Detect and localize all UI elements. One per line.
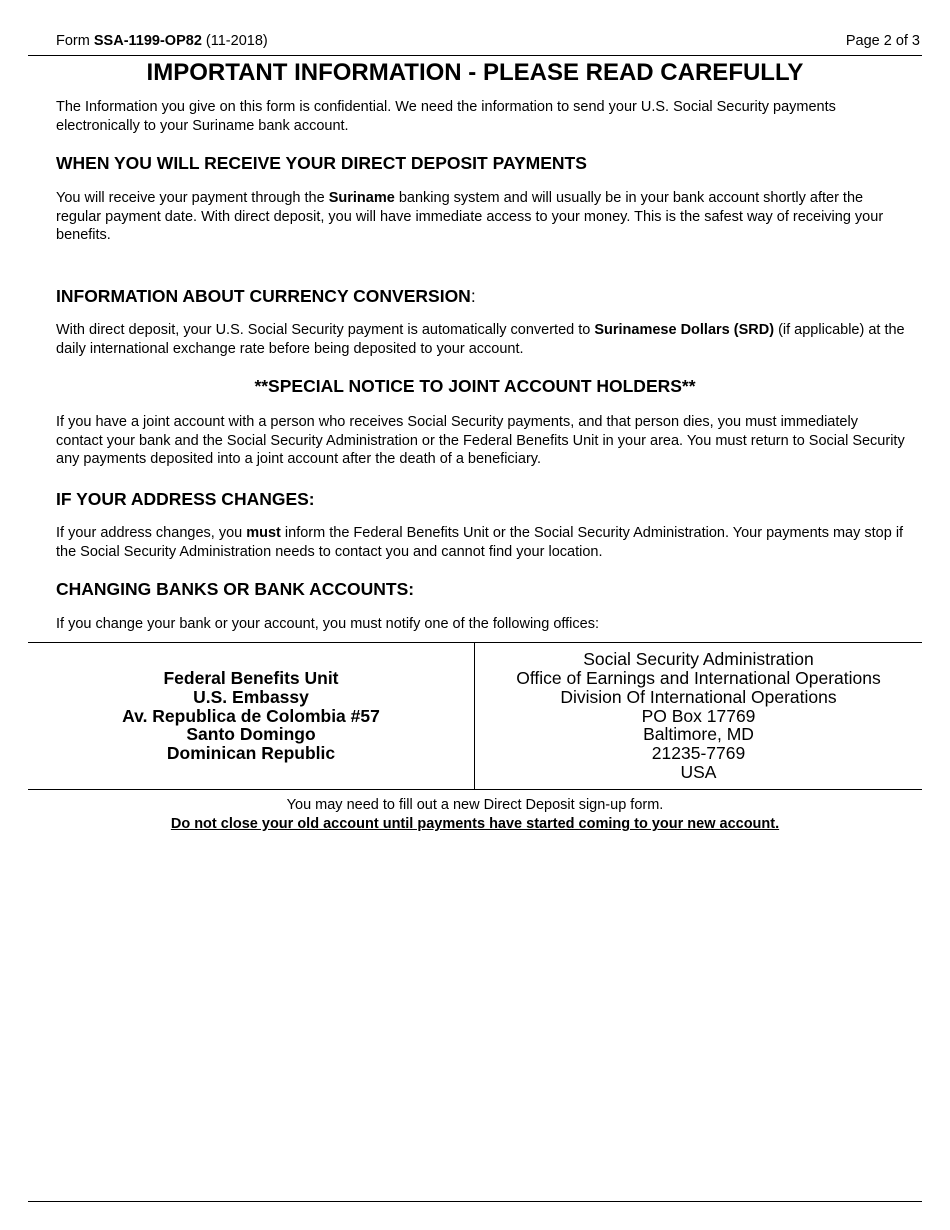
- page-bottom-rule: [28, 1201, 922, 1202]
- federal-benefits-unit-address: [28, 643, 474, 789]
- page-title: IMPORTANT INFORMATION - PLEASE READ CAREFULLY: [146, 59, 804, 86]
- address-bold-must: must: [246, 525, 281, 541]
- signup-form-note: You may need to fill out a new Direct Deposit sign-up form.: [286, 797, 664, 813]
- intro-paragraph: The Information you give on this form is confidential. We need the information to send your U.S. Social Security payments electronically to your Suriname bank account.: [56, 99, 836, 134]
- fbu-line: Santo Domingo: [186, 724, 316, 745]
- address-paragraph: [56, 524, 906, 561]
- currency-paragraph: [56, 321, 906, 358]
- fbu-line: U.S. Embassy: [193, 686, 309, 707]
- currency-text-end: (if applicable) at the daily international exchange rate before being deposited to your account.: [56, 322, 905, 357]
- joint-notice-paragraph: If you have a joint account with a person who receives Social Security payments, and that person dies, you must immediately contact your bank and the Social Security Administration or the Federal Benefits Unit in your area. You must return to Social Security any payments deposited into a joint account after the death of a beneficiary.: [56, 414, 905, 467]
- fbu-line: Dominican Republic: [166, 743, 336, 764]
- joint-notice-heading: **SPECIAL NOTICE TO JOINT ACCOUNT HOLDERS**: [254, 376, 696, 396]
- receive-heading: WHEN YOU WILL RECEIVE YOUR DIRECT DEPOSIT PAYMENTS: [56, 153, 587, 173]
- banks-paragraph: If you change your bank or your account, you must notify one of the following offices:: [56, 616, 599, 632]
- offices-table: [28, 643, 922, 789]
- address-heading: IF YOUR ADDRESS CHANGES:: [56, 489, 315, 509]
- receive-text-end: banking system and will usually be in your bank account shortly after the regular payment date. With direct deposit, you will have immediate access to your money. This is the safest way of receiving your benefits.: [56, 190, 884, 243]
- fbu-line: Av. Republica de Colombia #57: [122, 705, 380, 726]
- ssa-line: PO Box 17769: [641, 705, 756, 726]
- currency-heading-colon: :: [470, 286, 476, 306]
- form-prefix: Form: [56, 33, 90, 49]
- header-rule: [28, 55, 922, 56]
- currency-heading-text: INFORMATION ABOUT CURRENCY CONVERSION: [56, 286, 471, 306]
- fbu-line: Federal Benefits Unit: [163, 668, 339, 688]
- ssa-line: 21235-7769: [651, 743, 746, 764]
- receive-bold-country: Suriname: [328, 190, 395, 206]
- page-header: [56, 33, 920, 51]
- ssa-line: Social Security Administration: [583, 649, 814, 670]
- ssa-line: USA: [680, 761, 717, 782]
- address-text-end: inform the Federal Benefits Unit or the Social Security Administration. Your payments may stop if the Social Security Administration needs to contact you and cannot find your location.: [56, 525, 904, 560]
- currency-text-start: With direct deposit, your U.S. Social Security payment is automatically converted to: [56, 322, 595, 338]
- receive-paragraph: [56, 189, 906, 245]
- ssa-line: Division Of International Operations: [560, 686, 837, 707]
- ssa-address: [475, 643, 922, 789]
- address-text-start: If your address changes, you: [56, 525, 247, 541]
- currency-bold-srd: Surinamese Dollars (SRD): [594, 322, 775, 338]
- do-not-close-warning: Do not close your old account until payments have started coming to your new account.: [170, 816, 780, 832]
- form-number: SSA-1199-OP82: [93, 33, 202, 49]
- ssa-line: Baltimore, MD: [643, 724, 754, 745]
- form-id: [56, 33, 268, 49]
- ssa-line: Office of Earnings and International Operations: [516, 668, 881, 688]
- currency-heading: [56, 286, 476, 307]
- offices-bottom-rule: [28, 789, 922, 790]
- banks-heading: CHANGING BANKS OR BANK ACCOUNTS:: [56, 579, 415, 599]
- form-date: (11-2018): [205, 33, 268, 49]
- page-number: Page 2 of 3: [845, 33, 920, 49]
- receive-text-start: You will receive your payment through the: [56, 190, 329, 206]
